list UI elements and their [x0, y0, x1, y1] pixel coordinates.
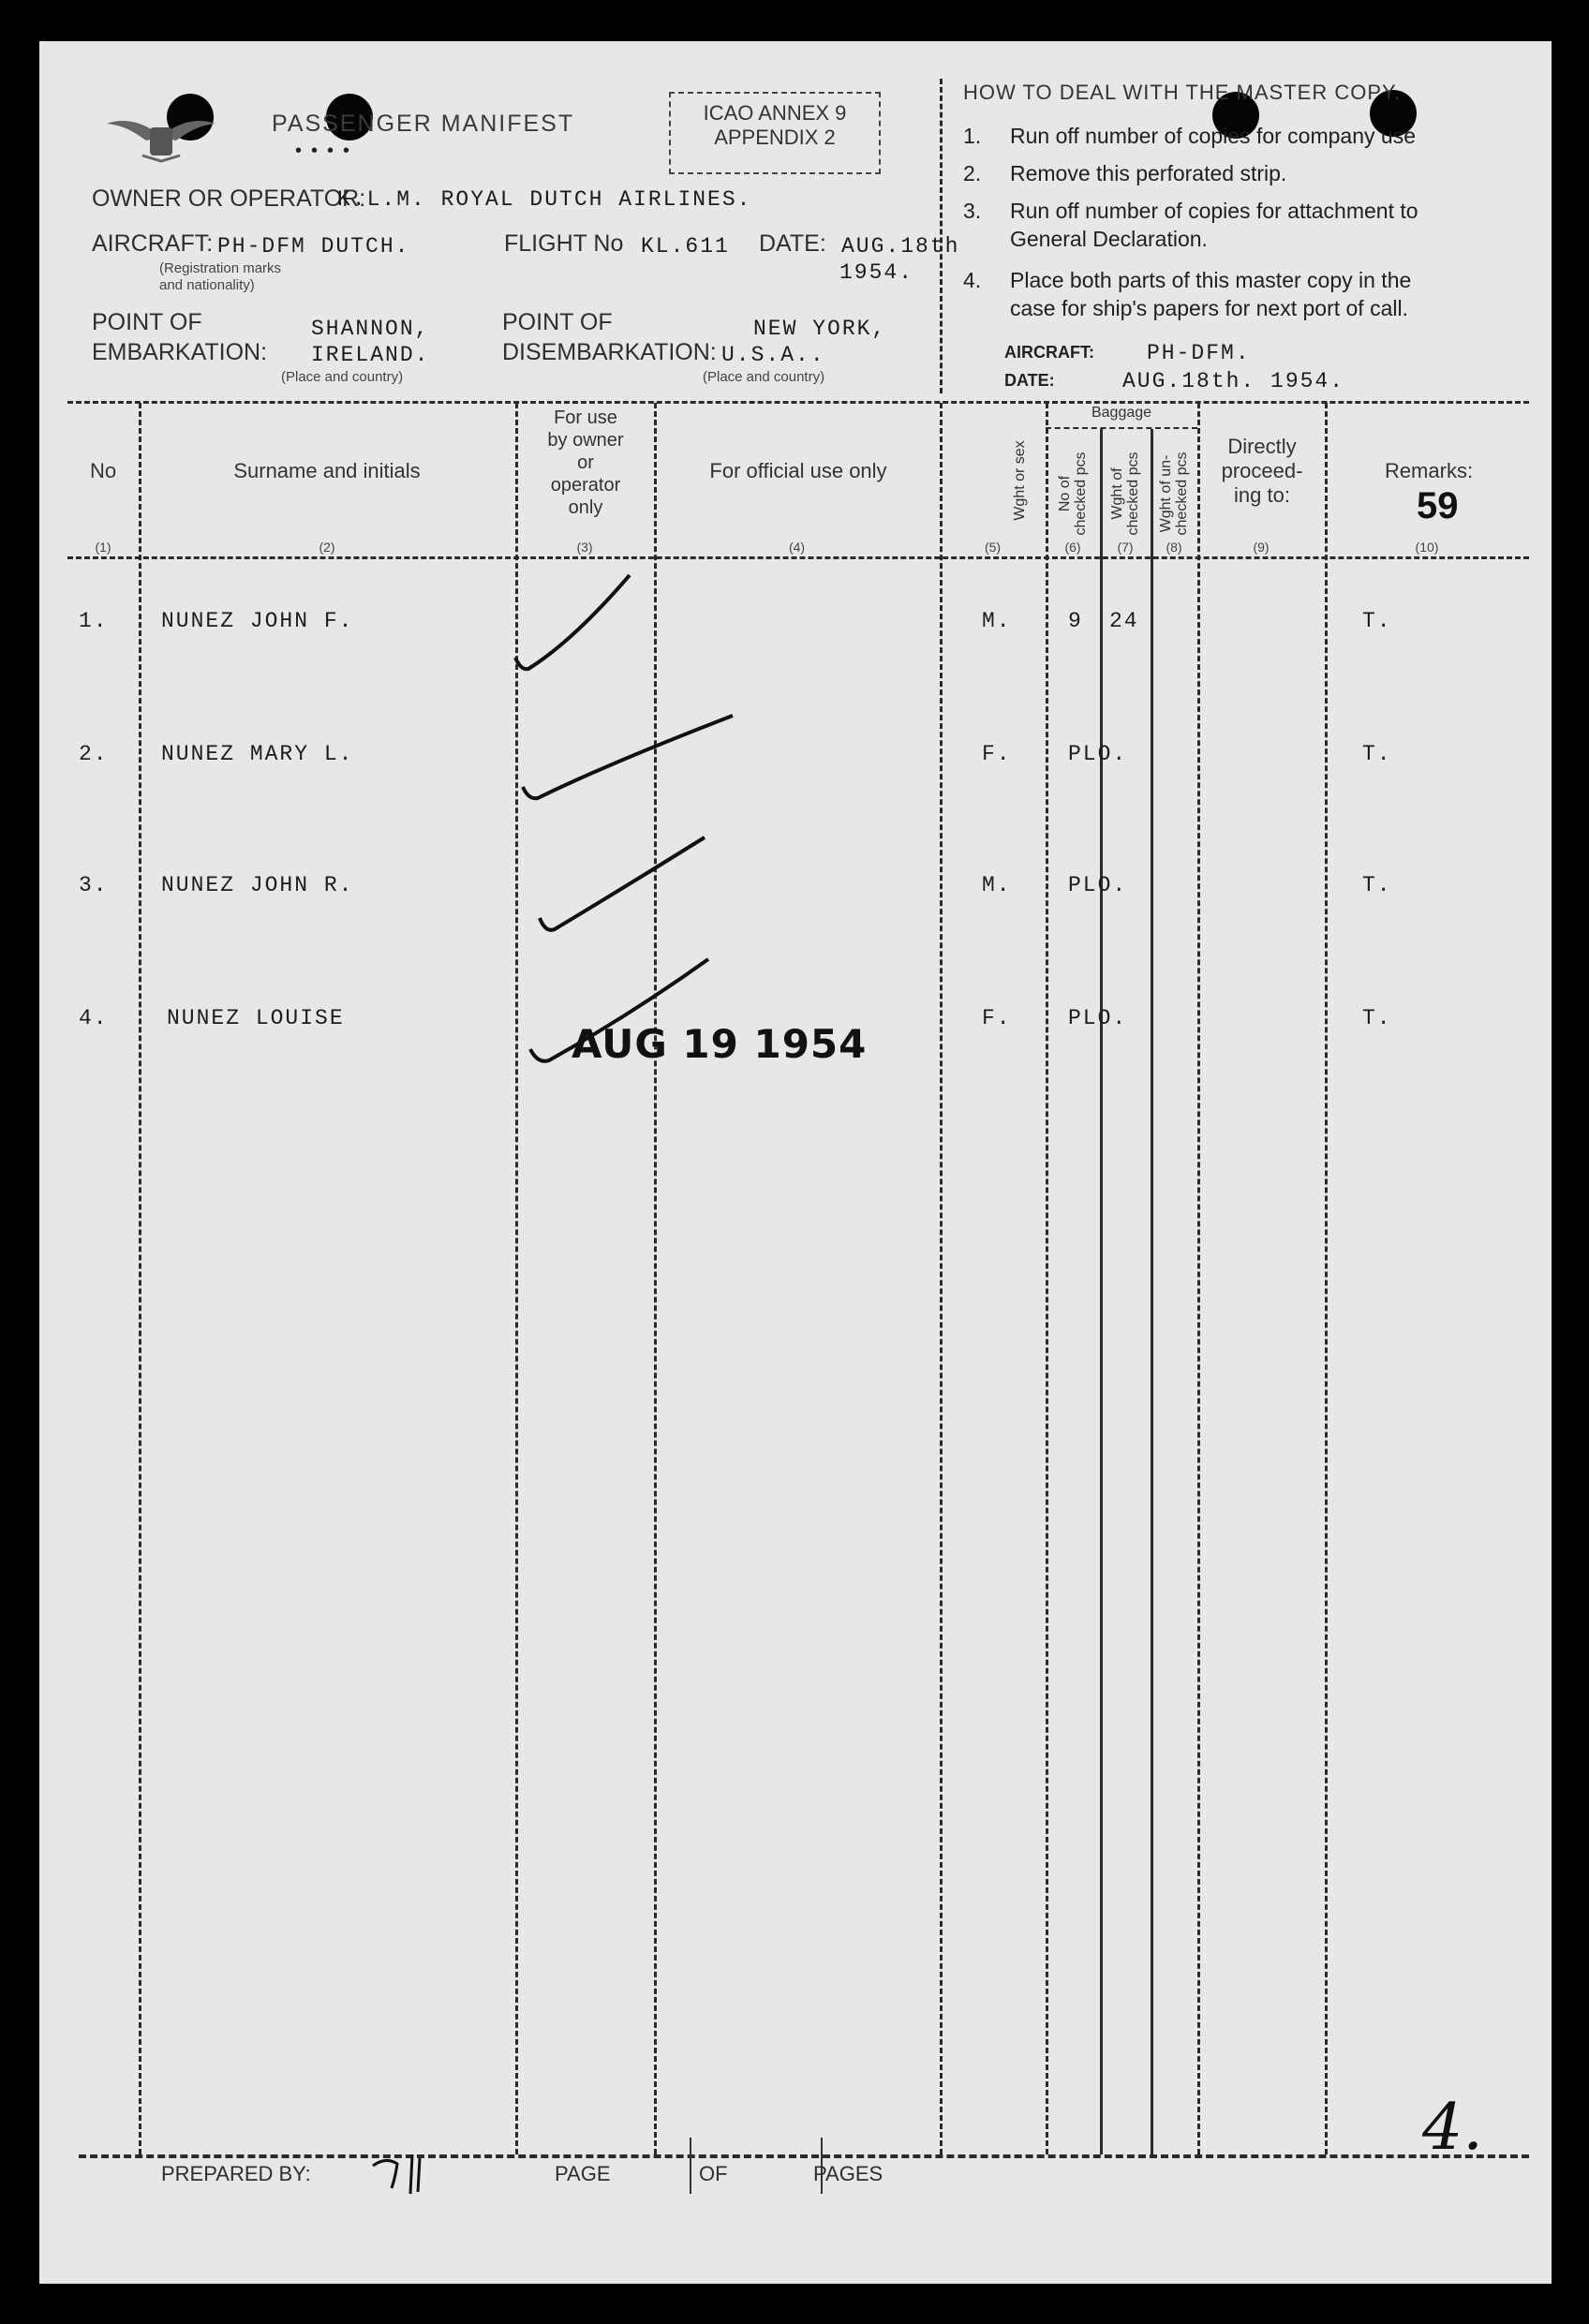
- row-pcs: PLO.: [1068, 873, 1128, 897]
- col-num-8: (8): [1166, 540, 1182, 555]
- row-name: NUNEZ LOUISE: [167, 1006, 345, 1030]
- unchecked-wght-line: Wght of un-: [1158, 454, 1174, 533]
- col-divider-checked-wght: [1151, 429, 1153, 2154]
- row-remark: T.: [1362, 742, 1392, 766]
- col-header-name: Surname and initials: [233, 459, 421, 482]
- col-divider-wght: [1046, 403, 1048, 2154]
- table-top-border: [67, 401, 1529, 404]
- row-pcs: 9: [1068, 609, 1083, 633]
- col-header-checked-wght: [1109, 437, 1141, 550]
- instr-aircraft-label: AIRCRAFT:: [1004, 343, 1094, 362]
- col-num-7: (7): [1117, 540, 1134, 555]
- instruction-text-3a: Run off number of copies for attachment to: [1010, 199, 1418, 223]
- row-no: 1.: [79, 609, 109, 633]
- checkmarks: [470, 491, 770, 1090]
- instruction-num-2: 2.: [963, 161, 982, 185]
- directly-line: ing to:: [1234, 483, 1290, 507]
- row-remark: T.: [1362, 609, 1392, 633]
- manifest-title: PASSENGER MANIFEST: [272, 111, 575, 137]
- col-num-9: (9): [1253, 540, 1270, 555]
- col-divider-official: [940, 403, 943, 2154]
- pages-label: PAGES: [813, 2162, 884, 2185]
- col-header-directly: [1201, 435, 1323, 508]
- perforation-line: [940, 79, 943, 393]
- instruction-text-3b: General Declaration.: [1010, 227, 1208, 251]
- col-num-2: (2): [319, 540, 335, 555]
- row-sex: F.: [982, 742, 1012, 766]
- owner-use-line: For use: [554, 407, 617, 428]
- row-no: 2.: [79, 742, 109, 766]
- row-name: NUNEZ JOHN R.: [161, 873, 354, 897]
- prepared-by-label: PREPARED BY:: [161, 2162, 311, 2185]
- col-divider-no: [139, 403, 141, 2154]
- date-value-1: AUG.18th: [841, 234, 960, 259]
- col-header-remarks: Remarks:: [1384, 459, 1474, 482]
- row-sex: F.: [982, 1006, 1012, 1030]
- row-no: 3.: [79, 873, 109, 897]
- directly-line: proceed-: [1221, 459, 1303, 482]
- instr-date-value: AUG.18th. 1954.: [1122, 369, 1345, 393]
- checked-wght-line: checked pcs: [1125, 451, 1141, 536]
- icao-box: [669, 92, 881, 174]
- date-label: DATE:: [759, 230, 826, 257]
- embark-note: (Place and country): [281, 369, 404, 385]
- embark-label-2: EMBARKATION:: [92, 339, 268, 365]
- col-num-5: (5): [984, 540, 1002, 555]
- col-num-1: (1): [95, 540, 111, 555]
- instr-aircraft-value: PH-DFM.: [1147, 341, 1251, 365]
- baggage-header-line: [1046, 427, 1197, 429]
- aircraft-label: AIRCRAFT:: [92, 230, 214, 257]
- col-num-6: (6): [1064, 540, 1081, 555]
- title-dots: ••••: [295, 141, 360, 161]
- row-pcs: PLO.: [1068, 742, 1128, 766]
- embark-label-1: POINT OF: [92, 309, 202, 335]
- col-header-checked-pcs: [1057, 437, 1089, 550]
- row-name: NUNEZ JOHN F.: [161, 609, 354, 633]
- disembark-label-2: DISEMBARKATION:: [502, 339, 717, 365]
- row-no: 4.: [79, 1006, 109, 1030]
- table-header-border: [67, 556, 1529, 559]
- owner-label: OWNER OR OPERATOR:: [92, 185, 366, 212]
- instruction-num-4: 4.: [963, 268, 982, 292]
- checkmark: [515, 575, 630, 669]
- embark-value-1: SHANNON,: [311, 317, 430, 341]
- row-pcs: PLO.: [1068, 1006, 1128, 1030]
- col-num-3: (3): [576, 540, 593, 555]
- instruction-num-3: 3.: [963, 199, 982, 223]
- col-header-no: No: [89, 459, 117, 482]
- instruction-text-2: Remove this perforated strip.: [1010, 161, 1287, 185]
- col-header-official: For official use only: [709, 459, 887, 482]
- col-divider-directly: [1325, 403, 1328, 2154]
- signature-scribble: [369, 2145, 463, 2201]
- checkmark: [540, 837, 705, 930]
- owner-value: K.L.M. ROYAL DUTCH AIRLINES.: [337, 187, 752, 212]
- instruction-text-1: Run off number of copies for company use: [1010, 124, 1416, 148]
- col-num-10: (10): [1415, 540, 1439, 555]
- instruction-text-4b: case for ship's papers for next port of call.: [1010, 296, 1408, 320]
- disembark-note: (Place and country): [703, 369, 825, 385]
- received-date-stamp: AUG 19 1954: [572, 1021, 868, 1067]
- col-divider-pcs: [1100, 429, 1103, 2154]
- airline-wings-logo: [105, 109, 217, 165]
- checked-pcs-line: No of: [1057, 475, 1073, 512]
- checked-wght-line: Wght of: [1109, 467, 1125, 520]
- unchecked-wght-line: checked pcs: [1174, 451, 1190, 536]
- date-value-2: 1954.: [839, 260, 914, 285]
- row-wght: 24: [1109, 609, 1139, 633]
- col-header-unchecked-wght: [1158, 437, 1190, 550]
- owner-use-line: by owner: [547, 430, 624, 451]
- owner-use-line: or: [577, 452, 594, 473]
- aircraft-note-2: and nationality): [159, 277, 255, 293]
- row-name: NUNEZ MARY L.: [161, 742, 354, 766]
- col-divider-unchecked: [1197, 403, 1200, 2154]
- instruction-text-4a: Place both parts of this master copy in the: [1010, 268, 1412, 292]
- col-num-4: (4): [788, 540, 806, 555]
- aircraft-note-1: (Registration marks: [159, 260, 282, 276]
- disembark-value-1: NEW YORK,: [753, 317, 887, 341]
- of-label: OF: [699, 2162, 728, 2185]
- manifest-sheet: [39, 41, 1552, 2284]
- flight-label: FLIGHT No: [504, 230, 624, 257]
- instr-date-label: DATE:: [1004, 371, 1055, 390]
- row-sex: M.: [982, 609, 1012, 633]
- checkmark: [523, 716, 733, 798]
- disembark-label-1: POINT OF: [502, 309, 613, 335]
- col-header-wght-sex: Wght or sex: [1012, 440, 1028, 521]
- aircraft-value: PH-DFM DUTCH.: [217, 234, 410, 259]
- disembark-value-2: U.S.A..: [721, 343, 825, 367]
- remarks-number: 59: [1417, 485, 1459, 526]
- handwritten-page-number: 4.: [1422, 2091, 1483, 2165]
- row-remark: T.: [1362, 1006, 1392, 1030]
- owner-use-line: operator: [550, 475, 621, 496]
- owner-use-line: only: [568, 497, 603, 518]
- flight-value: KL.611: [641, 234, 730, 259]
- instructions-title: HOW TO DEAL WITH THE MASTER COPY.: [963, 81, 1401, 104]
- row-sex: M.: [982, 873, 1012, 897]
- row-remark: T.: [1362, 873, 1392, 897]
- embark-value-2: IRELAND.: [311, 343, 430, 367]
- checked-pcs-line: checked pcs: [1073, 451, 1089, 536]
- col-header-baggage: Baggage: [1091, 405, 1152, 421]
- instruction-num-1: 1.: [963, 124, 982, 148]
- icao-line-1: ICAO ANNEX 9: [703, 101, 847, 125]
- page-label: PAGE: [555, 2162, 611, 2185]
- table-bottom-border: [79, 2154, 1529, 2158]
- directly-line: Directly: [1227, 435, 1297, 458]
- page-field-tick: [690, 2138, 691, 2194]
- icao-line-2: APPENDIX 2: [714, 126, 836, 149]
